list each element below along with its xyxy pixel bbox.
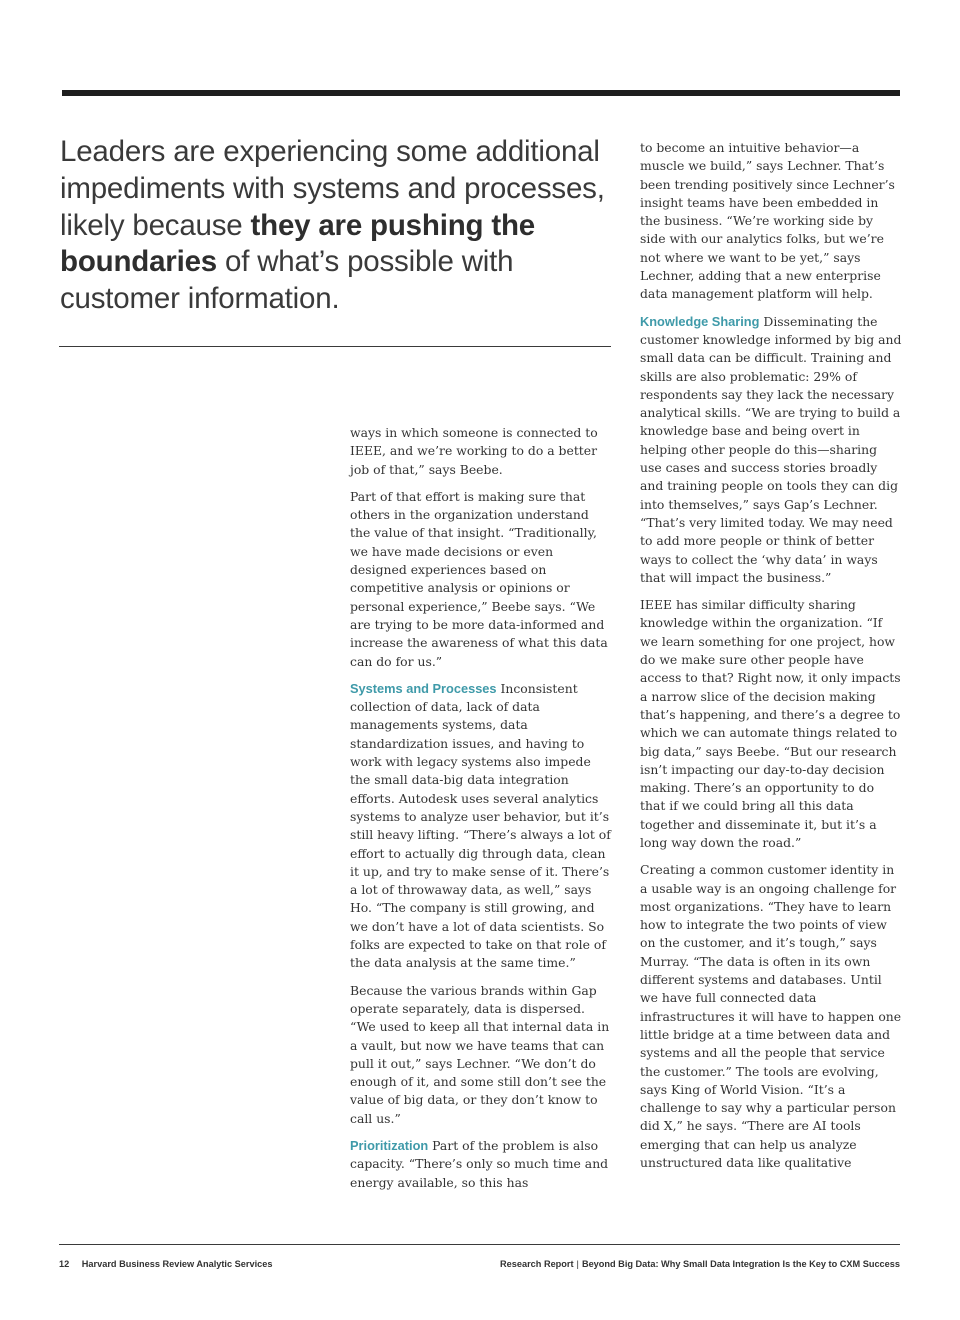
right-column — [640, 139, 902, 1181]
page-number: 12 — [59, 1259, 70, 1269]
paragraph — [640, 313, 902, 587]
footer-right — [500, 1259, 900, 1269]
middle-column — [350, 424, 612, 1201]
pull-quote-part2: of what’s possible with customer information. — [60, 245, 514, 316]
paragraph — [640, 596, 902, 852]
paragraph — [640, 861, 902, 1172]
section-heading-prioritization: Prioritization — [350, 1137, 429, 1153]
footer-left — [59, 1259, 272, 1269]
paragraph-text: Because the various brands within Gap operate separately, data is dispersed. “We used to keep all that internal data in a vault, but now we have teams that can pull it out,” says Lechner. “We don’t do enough of it, and some still don’t see the value of big data, or they don’t know to call us.” — [350, 982, 610, 1126]
pull-quote — [60, 134, 615, 318]
paragraph — [350, 982, 612, 1128]
footer-rule — [59, 1244, 900, 1245]
paragraph-text: Inconsistent collection of data, lack of data managements systems, data standardization issues, and having to work with legacy systems also impede the small data-big data integration efforts. Autodesk uses several analytics systems to analyze user behavior, but it’s still heavy lifting. “There’s always a lot of effort to actually dig through data, clean it up, and try to make sense of it. There’s a lot of throwaway data, as well,” says Ho. “The company is still growing, and we don’t have a lot of data scientists. So folks are expected to take on that role of the data analysis at the same time.” — [350, 680, 611, 971]
footer-separator: | — [576, 1259, 579, 1269]
paragraph — [350, 488, 612, 671]
paragraph-text: Creating a common customer identity in a usable way is an ongoing challenge for most organizations. “They have to learn how to integrate the two points of view on the customer, and it’s tough,” says Murray. “The data is often in its own different systems and databases. Until we have full connected data infrastructures it will have to happen one little bridge at a time between data and systems and all the people that service the customer.” The tools are evolving, says King of World Vision. “It’s a challenge to say why a particular person did X,” he says. “There are AI tools emerging that can help us analyze unstructured data like qualitative — [640, 862, 902, 1171]
report-title: Beyond Big Data: Why Small Data Integration Is the Key to CXM Success — [581, 1259, 900, 1269]
publisher-name: Harvard Business Review Analytic Services — [81, 1259, 273, 1269]
paragraph-text: Part of the problem is also capacity. “There’s only so much time and energy available, so this has — [350, 1137, 609, 1190]
pull-quote-bold: they are pushing the boundaries — [60, 208, 535, 279]
paragraph-text: Disseminating the customer knowledge informed by big and small data can be difficult. Training and skills are also problematic: 29% of respondents say they lack the necessary analytical skills. “We are trying to build a knowledge base and being overt in helping other people do this—sharing use cases and success stories broadly and training people on tools they can dig into themselves,” says Gap’s Lechner. “That’s very limited today. We may need to add more people or think of better ways to collect the ‘why data’ in ways that will impact the business.” — [640, 313, 902, 585]
paragraph — [640, 139, 902, 304]
paragraph-text: IEEE has similar difficulty sharing knowledge within the organization. “If we learn something for one project, how do we make sure other people have access to that? Right now, it only impacts a narrow slice of the decision making that’s happening, and there’s a degree to which we can automate things related to big data,” says Beebe. “But our research isn’t impacting our day-to-day decision making. There’s an opportunity to do that if we could bring all this data together and disseminate it, but it’s a long way down the road.” — [640, 597, 901, 850]
paragraph-text: Part of that effort is making sure that others in the organization understand the value of that insight. “Traditionally, we have made decisions or even designed experiences based on competitive analysis or opinions or personal experience,” Beebe says. “We are trying to be more data-informed and increase the awareness of what this data can do for us.” — [350, 488, 608, 669]
paragraph-text: ways in which someone is connected to IEEE, and we’re working to do a better job of that,” says Beebe. — [350, 425, 598, 477]
top-rule — [62, 90, 900, 96]
pull-quote-rule — [59, 346, 611, 347]
paragraph-text: to become an intuitive behavior—a muscle we build,” says Lechner. That’s been trending positively since Lechner’s insight teams have been embedded in the business. “We’re working side by side with our analytics folks, but we’re not where we want to be yet,” says Lechner, adding that a new enterprise data management platform will help. — [640, 140, 895, 302]
paragraph — [350, 424, 612, 479]
paragraph — [350, 680, 612, 973]
pull-quote-part1: Leaders are experiencing some additional impediments with systems and processes, likely because — [60, 135, 605, 242]
section-heading-knowledge-sharing: Knowledge Sharing — [640, 313, 760, 329]
paragraph — [350, 1137, 612, 1192]
section-heading-systems-and-processes: Systems and Processes — [350, 680, 497, 696]
report-label: Research Report — [500, 1259, 574, 1269]
